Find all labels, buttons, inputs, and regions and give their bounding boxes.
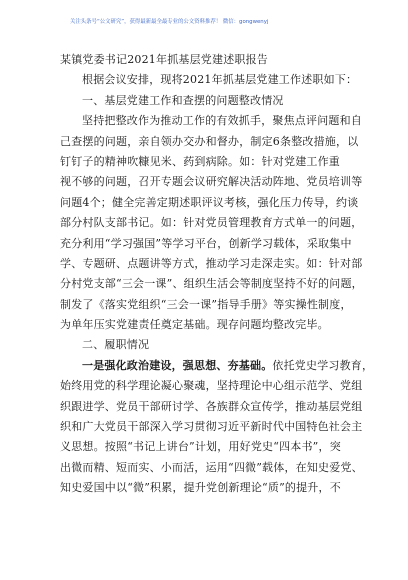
paragraph-line: 问题4个；健全完善定期述职评议考核，强化压力传导，约谈 xyxy=(60,195,359,209)
paragraph-line: 知史爱国中以“微”积累，提升党创新理论“质”的提升，不 xyxy=(60,481,341,495)
paragraph-line: 充分利用“学习强国”等学习平台，创新学习载体，采取集中 xyxy=(60,236,352,250)
section-2-lead-rest: 依托党史学习教育， xyxy=(272,358,374,372)
paragraph-line: 分村党支部“三会一课”、组织生活会等制度坚持不好的问题， xyxy=(60,277,363,291)
paragraph-line: 义思想。按照“书记上讲台”计划，用好党史“四本书”，突 xyxy=(60,440,341,454)
section-2-lead-line xyxy=(60,356,374,376)
paragraph-line: 学、专题研、点题讲等方式，推动学习走深走实。如：针对部 xyxy=(60,256,363,270)
paragraph-line: 为单年压实党建责任奠定基础。现存问题均整改完毕。 xyxy=(60,318,329,332)
paragraph-line: 织和广大党员干部深入学习贯彻习近平新时代中国特色社会主 xyxy=(60,420,363,434)
paragraph-line: 视不够的问题，召开专题会议研究解决活动阵地、党员培训等 xyxy=(60,175,363,189)
intro-paragraph: 根据会议安排，现将2021年抓基层党建工作述职如下： xyxy=(82,73,358,87)
paragraph-line: 钉钉子的精神吹糠见米、药到病除。如：针对党建工作重 xyxy=(60,154,340,168)
paragraph-line: 部分村队支部书记。如：针对党员管理教育方式单一的问题， xyxy=(60,216,363,230)
section-2-lead-bold: 一是强化政治建设，强思想、夯基础。 xyxy=(82,358,273,372)
section-1-heading: 一、基层党建工作和查摆的问题整改情况 xyxy=(82,93,284,107)
document-title: 某镇党委书记2021年抓基层党建述职报告 xyxy=(60,53,268,66)
paragraph-line: 坚持把整改作为推动工作的有效抓手，聚焦点评问题和自 xyxy=(82,114,362,128)
document-body xyxy=(60,50,374,499)
promo-banner: 关注头条号“公文研究”，获得最新最全最专业的公文资料推荐！ 微信：gongwenyj xyxy=(70,19,269,25)
paragraph-line: 出微而精、短而实、小而活，运用“四微”载体，在知史爱党、 xyxy=(60,460,363,474)
paragraph-line: 己查摆的问题，亲自领办交办和督办，制定6条整改措施，以 xyxy=(60,134,359,148)
section-2-heading: 二、履职情况 xyxy=(82,338,150,352)
paragraph-line: 织跟进学、党员干部研讨学、各族群众宣传学，推动基层党组 xyxy=(60,399,363,413)
paragraph-line: 始终用党的科学理论凝心聚魂，坚持理论中心组示范学、党组 xyxy=(60,379,363,393)
paragraph-line: 制发了《落实党组织“三会一课”指导手册》等实操性制度， xyxy=(60,297,352,311)
